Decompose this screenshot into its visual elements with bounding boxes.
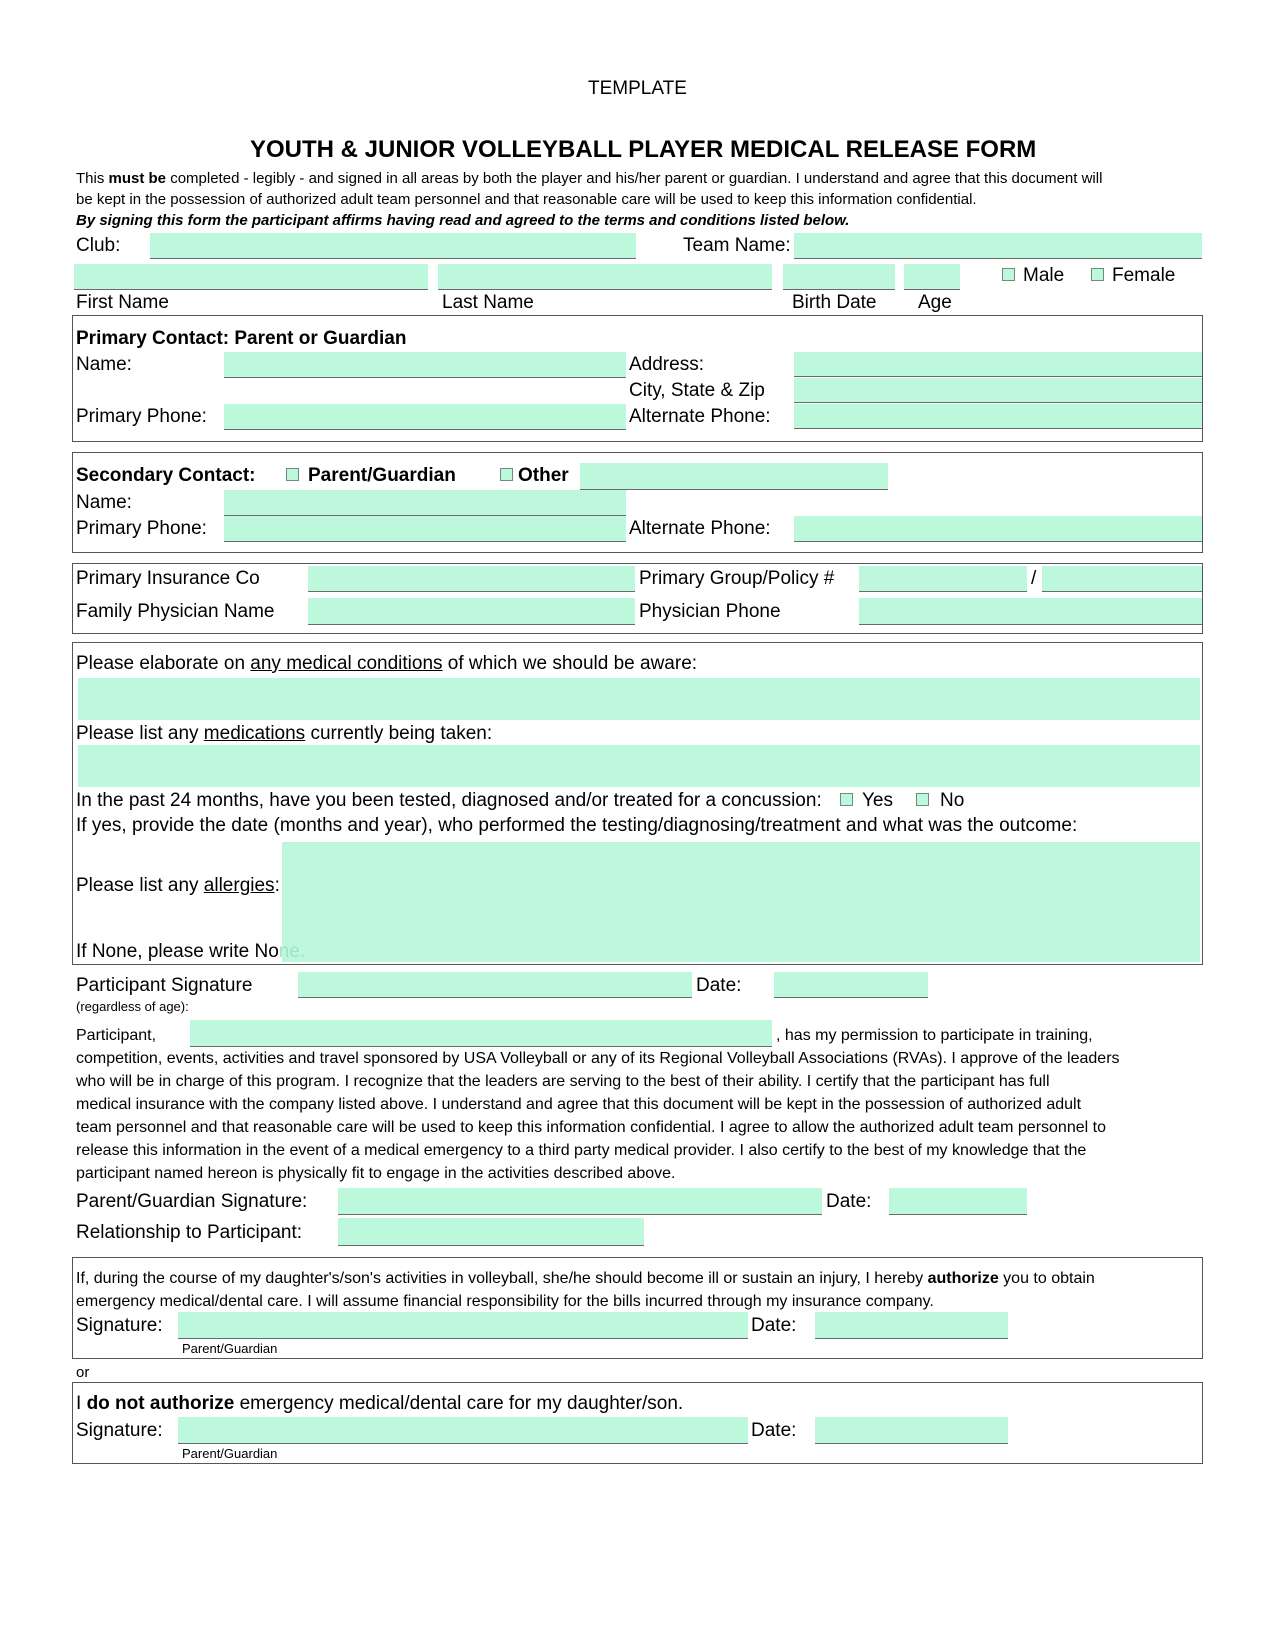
female-checkbox[interactable] xyxy=(1091,268,1104,281)
concussion-yes-checkbox[interactable] xyxy=(840,793,853,806)
club-field[interactable] xyxy=(150,233,636,259)
secondary-alt-phone-label: Alternate Phone: xyxy=(629,518,771,539)
insurance-label: Primary Insurance Co xyxy=(76,568,260,589)
consent-line: team personnel and that reasonable care will be used to keep this information confidential. I agree to allow the authorized adult team personnel to xyxy=(76,1119,1106,1136)
participant-signature-label: Participant Signature xyxy=(76,975,253,996)
guardian-signature-field[interactable] xyxy=(338,1188,822,1215)
consent-line: medical insurance with the company listed above. I understand and agree that this document will be kept in the possession of authorized adult xyxy=(76,1096,1082,1113)
relationship-field[interactable] xyxy=(338,1218,644,1246)
not-authorize-line: I do not authorize emergency medical/dental care for my daughter/son. xyxy=(76,1393,684,1414)
insurance-field[interactable] xyxy=(308,566,635,592)
secondary-phone-label: Primary Phone: xyxy=(76,518,207,539)
policy-separator: / xyxy=(1031,568,1037,589)
parent-guardian-checkbox[interactable] xyxy=(286,468,299,481)
group-number-field[interactable] xyxy=(859,566,1027,592)
primary-name-field[interactable] xyxy=(224,352,626,378)
secondary-name-field[interactable] xyxy=(224,490,626,516)
primary-phone-label: Primary Phone: xyxy=(76,406,207,427)
consent-participant-label: Participant, xyxy=(76,1027,157,1044)
participant-date-field[interactable] xyxy=(774,972,928,998)
secondary-contact-heading: Secondary Contact: xyxy=(76,465,256,486)
team-name-field[interactable] xyxy=(794,233,1202,259)
secondary-alt-phone-field[interactable] xyxy=(794,516,1202,542)
physician-phone-field[interactable] xyxy=(859,598,1202,625)
concussion-question: In the past 24 months, have you been tested, diagnosed and/or treated for a concussion: xyxy=(76,790,822,811)
not-authorize-date-field[interactable] xyxy=(815,1417,1008,1444)
intro-line-1: This must be completed - legibly - and signed in all areas by both the player and his/her parent or guardian. I understand and agree that this document will xyxy=(76,170,1103,187)
participant-signature-sublabel: (regardless of age): xyxy=(76,999,189,1014)
intro-line-2: be kept in the possession of authorized adult team personnel and that reasonable care will be used to keep this information confidential. xyxy=(76,191,977,208)
birth-date-label: Birth Date xyxy=(792,292,877,313)
policy-number-field[interactable] xyxy=(1042,566,1202,592)
club-label: Club: xyxy=(76,235,121,256)
alternate-phone-field[interactable] xyxy=(794,404,1202,429)
relationship-label: Relationship to Participant: xyxy=(76,1222,303,1243)
authorize-line-2: emergency medical/dental care. I will assume financial responsibility for the bills incurred through my insurance company. xyxy=(76,1293,934,1310)
conditions-field[interactable] xyxy=(78,678,1200,720)
none-note: If None, please write None. xyxy=(76,941,306,962)
concussion-no-label: No xyxy=(940,790,965,811)
consent-participant-field[interactable] xyxy=(190,1020,772,1047)
female-label: Female xyxy=(1112,265,1176,286)
medications-prompt: Please list any medications currently being taken: xyxy=(76,723,493,744)
not-authorize-signature-label: Signature: xyxy=(76,1420,163,1441)
last-name-field[interactable] xyxy=(438,264,772,290)
authorize-sub-label: Parent/Guardian xyxy=(182,1341,278,1356)
primary-phone-field[interactable] xyxy=(224,404,626,430)
authorize-line-1: If, during the course of my daughter's/son's activities in volleyball, she/he should become ill or sustain an injury, I hereby authorize you to obtain xyxy=(76,1270,1095,1287)
secondary-phone-field[interactable] xyxy=(224,516,626,542)
medications-field[interactable] xyxy=(78,745,1200,787)
first-name-label: First Name xyxy=(76,292,169,313)
allergies-prompt: Please list any allergies: xyxy=(76,875,280,896)
concussion-yes-label: Yes xyxy=(862,790,893,811)
not-authorize-sub-label: Parent/Guardian xyxy=(182,1446,278,1461)
alternate-phone-label: Alternate Phone: xyxy=(629,406,771,427)
or-label: or xyxy=(76,1364,90,1381)
participant-date-label: Date: xyxy=(696,975,742,996)
city-field[interactable] xyxy=(794,378,1202,403)
male-checkbox[interactable] xyxy=(1002,268,1015,281)
primary-name-label: Name: xyxy=(76,354,132,375)
guardian-date-label: Date: xyxy=(826,1191,872,1212)
parent-guardian-label: Parent/Guardian xyxy=(308,465,456,486)
consent-line: who will be in charge of this program. I recognize that the leaders are serving to the best of their ability. I certify that the participant has full xyxy=(76,1073,1050,1090)
physician-field[interactable] xyxy=(308,598,635,625)
physician-label: Family Physician Name xyxy=(76,601,275,622)
conditions-prompt: Please elaborate on any medical conditions of which we should be aware: xyxy=(76,653,698,674)
team-name-label: Team Name: xyxy=(683,235,791,256)
participant-signature-field[interactable] xyxy=(298,972,692,998)
intro-italic: By signing this form the participant affirms having read and agreed to the terms and conditions listed below. xyxy=(76,212,850,229)
guardian-signature-label: Parent/Guardian Signature: xyxy=(76,1191,308,1212)
city-label: City, State & Zip xyxy=(629,380,765,401)
form-title: YOUTH & JUNIOR VOLLEYBALL PLAYER MEDICAL RELEASE FORM xyxy=(250,136,1037,163)
authorize-date-field[interactable] xyxy=(815,1312,1008,1339)
concussion-no-checkbox[interactable] xyxy=(916,793,929,806)
other-label: Other xyxy=(518,465,569,486)
consent-line: release this information in the event of a medical emergency to a third party medical provider. I also certify to the best of my knowledge that the xyxy=(76,1142,1087,1159)
age-label: Age xyxy=(918,292,952,313)
physician-phone-label: Physician Phone xyxy=(639,601,781,622)
concussion-followup: If yes, provide the date (months and year), who performed the testing/diagnosing/treatment and what was the outcome: xyxy=(76,815,1078,836)
age-field[interactable] xyxy=(904,264,960,290)
birth-date-field[interactable] xyxy=(783,264,895,290)
not-authorize-signature-field[interactable] xyxy=(178,1417,748,1444)
address-field[interactable] xyxy=(794,352,1202,377)
first-name-field[interactable] xyxy=(74,264,428,290)
secondary-name-label: Name: xyxy=(76,492,132,513)
authorize-date-label: Date: xyxy=(751,1315,797,1336)
consent-permission-tail: , has my permission to participate in training, xyxy=(776,1027,1093,1044)
authorize-signature-label: Signature: xyxy=(76,1315,163,1336)
consent-line: competition, events, activities and travel sponsored by USA Volleyball or any of its Regional Volleyball Associations (RVAs). I approve of the leaders xyxy=(76,1050,1120,1067)
concussion-allergies-field[interactable] xyxy=(282,842,1200,962)
policy-label: Primary Group/Policy # xyxy=(639,568,835,589)
authorize-signature-field[interactable] xyxy=(178,1312,748,1339)
not-authorize-date-label: Date: xyxy=(751,1420,797,1441)
address-label: Address: xyxy=(629,354,704,375)
consent-paragraph xyxy=(76,1047,1216,1185)
primary-contact-heading: Primary Contact: Parent or Guardian xyxy=(76,328,407,349)
consent-line: participant named hereon is physically fit to engage in the activities described above. xyxy=(76,1165,676,1182)
template-label: TEMPLATE xyxy=(588,78,687,99)
male-label: Male xyxy=(1023,265,1065,286)
other-checkbox[interactable] xyxy=(500,468,513,481)
last-name-label: Last Name xyxy=(442,292,534,313)
guardian-date-field[interactable] xyxy=(889,1188,1027,1215)
other-field[interactable] xyxy=(580,463,888,490)
